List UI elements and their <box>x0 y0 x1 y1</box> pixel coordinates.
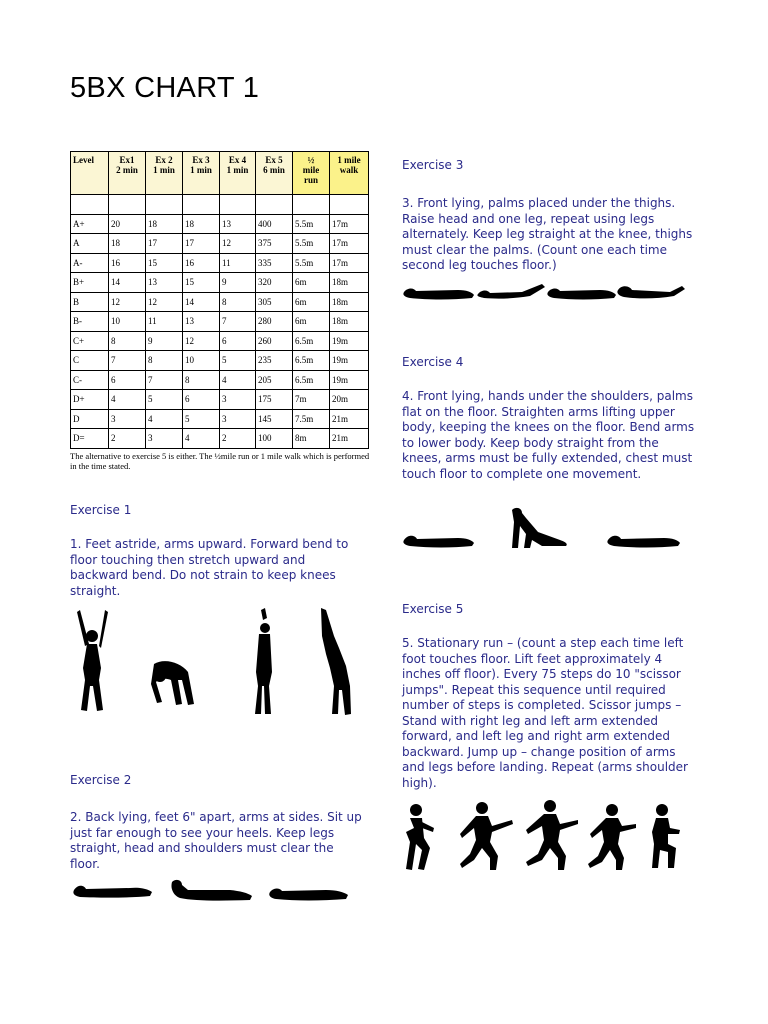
cell-ex3: 4 <box>183 429 220 449</box>
cell-level: B- <box>71 312 109 332</box>
cell-ex1: 6 <box>109 370 146 390</box>
header-level: Level <box>71 152 109 195</box>
cell-ex2: 12 <box>146 292 183 312</box>
cell-ex1: 4 <box>109 390 146 410</box>
cell-ex2: 13 <box>146 273 183 293</box>
cell-ex1: 8 <box>109 331 146 351</box>
cell-ex2: 9 <box>146 331 183 351</box>
header-ex3: Ex 3 1 min <box>183 152 220 195</box>
cell-ex2: 8 <box>146 351 183 371</box>
figure-upright-stretch <box>255 608 272 714</box>
cell-one-mile-walk: 18m <box>330 292 369 312</box>
cell-level: B+ <box>71 273 109 293</box>
table-row <box>71 292 369 312</box>
exercise-1-heading: Exercise 1 <box>70 503 132 517</box>
cell-half-mile-run: 6.5m <box>293 331 330 351</box>
cell-one-mile-walk: 17m <box>330 253 369 273</box>
table-header-row <box>71 152 369 195</box>
header-one-mile-walk: 1 mile walk <box>330 152 369 195</box>
cell-ex4: 5 <box>220 351 256 371</box>
cell-one-mile-walk: 21m <box>330 429 369 449</box>
cell-ex4: 3 <box>220 409 256 429</box>
table-row <box>71 331 369 351</box>
cell-ex1: 18 <box>109 234 146 254</box>
cell-ex5: 305 <box>256 292 293 312</box>
cell-ex1: 3 <box>109 409 146 429</box>
cell-ex5: 175 <box>256 390 293 410</box>
cell-ex4: 11 <box>220 253 256 273</box>
cell-ex5: 145 <box>256 409 293 429</box>
cell-level: D <box>71 409 109 429</box>
cell-ex4: 13 <box>220 214 256 234</box>
cell-ex5: 260 <box>256 331 293 351</box>
figure-pushup-down-1 <box>403 536 474 548</box>
exercise-2-figures <box>70 876 360 906</box>
cell-ex3: 10 <box>183 351 220 371</box>
cell-ex4: 7 <box>220 312 256 332</box>
cell-level: C <box>71 351 109 371</box>
cell-ex1: 20 <box>109 214 146 234</box>
table-body <box>71 195 369 449</box>
figure-back-lying-3 <box>269 889 348 901</box>
table-row <box>71 234 369 254</box>
table-row <box>71 429 369 449</box>
cell-level: A <box>71 234 109 254</box>
cell-ex4: 3 <box>220 390 256 410</box>
table-row <box>71 273 369 293</box>
table-row <box>71 312 369 332</box>
figure-forward-bend <box>151 661 194 705</box>
cell-half-mile-run: 5.5m <box>293 214 330 234</box>
figure-front-lying-head-raise <box>617 286 685 298</box>
header-ex4: Ex 4 1 min <box>220 152 256 195</box>
header-ex1: Ex1 2 min <box>109 152 146 195</box>
figure-running-1 <box>406 804 434 870</box>
exercise-1-text: 1. Feet astride, arms upward. Forward bend to floor touching then stretch upward and backward bend. Do not strain to keep knees straight. <box>70 537 349 598</box>
exercise-1-figures <box>68 606 368 721</box>
cell-ex2: 3 <box>146 429 183 449</box>
cell-ex1: 10 <box>109 312 146 332</box>
cell-half-mile-run: 7m <box>293 390 330 410</box>
cell-ex4: 9 <box>220 273 256 293</box>
cell-half-mile-run: 5.5m <box>293 253 330 273</box>
exercise-5-figures <box>400 798 690 874</box>
cell-ex4: 8 <box>220 292 256 312</box>
cell-ex5: 205 <box>256 370 293 390</box>
cell-ex2: 11 <box>146 312 183 332</box>
cell-half-mile-run: 6.5m <box>293 351 330 371</box>
figure-running-2 <box>652 804 680 868</box>
cell-level: B <box>71 292 109 312</box>
figure-front-lying-2 <box>547 289 616 300</box>
cell-ex4: 2 <box>220 429 256 449</box>
cell-one-mile-walk: 17m <box>330 234 369 254</box>
cell-ex3: 8 <box>183 370 220 390</box>
figure-scissor-1 <box>460 802 513 870</box>
cell-ex3: 17 <box>183 234 220 254</box>
cell-ex4: 6 <box>220 331 256 351</box>
cell-one-mile-walk: 20m <box>330 390 369 410</box>
cell-ex4: 12 <box>220 234 256 254</box>
cell-ex5: 375 <box>256 234 293 254</box>
cell-ex4: 4 <box>220 370 256 390</box>
figure-front-lying-leg-raise <box>477 284 545 299</box>
cell-ex5: 100 <box>256 429 293 449</box>
header-ex2: Ex 2 1 min <box>146 152 183 195</box>
table-row <box>71 409 369 429</box>
exercise-4-text: 4. Front lying, hands under the shoulders, palms flat on the floor. Straighten arms lifting upper body, keeping the knees on the floor. Bend arms to lower body. Keep body straight from the knees, arms must be fully extended, chest must touch floor to complete one movement. <box>402 389 695 481</box>
exercise-3-text: 3. Front lying, palms placed under the thighs. Raise head and one leg, repeat using legs alternately. Keep leg straight at the knee, thighs must clear the palms. (Count one each time second leg touches floor.) <box>402 196 693 272</box>
cell-level: C- <box>71 370 109 390</box>
cell-ex3: 15 <box>183 273 220 293</box>
cell-one-mile-walk: 21m <box>330 409 369 429</box>
cell-ex5: 235 <box>256 351 293 371</box>
cell-ex5: 320 <box>256 273 293 293</box>
cell-ex2: 7 <box>146 370 183 390</box>
figure-arms-up <box>77 610 108 711</box>
cell-ex3: 6 <box>183 390 220 410</box>
cell-half-mile-run: 6m <box>293 292 330 312</box>
figure-back-lying-1 <box>73 886 152 898</box>
table-spacer-row <box>71 195 369 215</box>
exercise-3-illustration <box>402 280 692 304</box>
table-row <box>71 370 369 390</box>
cell-half-mile-run: 7.5m <box>293 409 330 429</box>
cell-ex5: 335 <box>256 253 293 273</box>
exercise-5-text: 5. Stationary run – (count a step each time left foot touches floor. Lift feet approximately 4 inches off floor). Every 75 steps do 10 "scissor jumps". Repeat this sequence until required number of steps is completed. Scissor jumps – Stand with right leg and left arm extended forward, and left leg and right arm extended backward. Jump up – change position of arms and legs before landing. Repeat (arms shoulder high). <box>402 636 688 790</box>
cell-ex5: 280 <box>256 312 293 332</box>
exercise-5-heading: Exercise 5 <box>402 602 464 616</box>
cell-half-mile-run: 8m <box>293 429 330 449</box>
figure-scissor-3 <box>588 804 636 870</box>
cell-one-mile-walk: 18m <box>330 312 369 332</box>
level-table <box>70 151 369 449</box>
cell-level: A+ <box>71 214 109 234</box>
cell-ex2: 17 <box>146 234 183 254</box>
cell-ex3: 5 <box>183 409 220 429</box>
exercise-2-heading: Exercise 2 <box>70 773 132 787</box>
figure-pushup-down-2 <box>607 536 680 548</box>
cell-level: D+ <box>71 390 109 410</box>
cell-one-mile-walk: 19m <box>330 370 369 390</box>
exercise-1-illustration <box>68 606 368 721</box>
table-row <box>71 253 369 273</box>
cell-one-mile-walk: 19m <box>330 331 369 351</box>
table-row <box>71 390 369 410</box>
exercise-2-text: 2. Back lying, feet 6" apart, arms at sides. Sit up just far enough to see your heels. Keep legs straight, head and shoulders must clear the floor. <box>70 810 362 871</box>
table-row <box>71 351 369 371</box>
figure-scissor-2 <box>526 800 578 870</box>
cell-half-mile-run: 5.5m <box>293 234 330 254</box>
figure-pushup-up <box>512 508 567 548</box>
cell-ex1: 2 <box>109 429 146 449</box>
cell-ex2: 4 <box>146 409 183 429</box>
exercise-4-figures <box>402 504 692 552</box>
cell-ex2: 15 <box>146 253 183 273</box>
table-row <box>71 214 369 234</box>
level-chart <box>70 151 368 471</box>
cell-ex2: 18 <box>146 214 183 234</box>
cell-level: A- <box>71 253 109 273</box>
cell-ex5: 400 <box>256 214 293 234</box>
exercise-4-illustration <box>402 504 692 552</box>
cell-ex1: 14 <box>109 273 146 293</box>
cell-ex2: 5 <box>146 390 183 410</box>
cell-ex1: 12 <box>109 292 146 312</box>
cell-half-mile-run: 6m <box>293 312 330 332</box>
cell-ex1: 7 <box>109 351 146 371</box>
exercise-3-heading: Exercise 3 <box>402 158 464 172</box>
figure-back-lying-2 <box>171 880 252 901</box>
header-ex5: Ex 5 6 min <box>256 152 293 195</box>
table-note: The alternative to exercise 5 is either. The ½mile run or 1 mile walk which is performed in the time stated. <box>70 450 370 471</box>
cell-level: D= <box>71 429 109 449</box>
cell-ex3: 18 <box>183 214 220 234</box>
figure-backward-bend <box>321 608 351 715</box>
exercise-4-heading: Exercise 4 <box>402 355 464 369</box>
cell-one-mile-walk: 18m <box>330 273 369 293</box>
cell-ex3: 12 <box>183 331 220 351</box>
figure-front-lying-1 <box>403 289 474 300</box>
exercise-3-figures <box>402 280 692 304</box>
cell-one-mile-walk: 19m <box>330 351 369 371</box>
cell-half-mile-run: 6m <box>293 273 330 293</box>
cell-ex3: 13 <box>183 312 220 332</box>
exercise-5-illustration <box>400 798 690 874</box>
cell-one-mile-walk: 17m <box>330 214 369 234</box>
cell-ex3: 14 <box>183 292 220 312</box>
exercise-2-illustration <box>70 876 360 906</box>
cell-ex1: 16 <box>109 253 146 273</box>
header-half-mile-run: ½ mile run <box>293 152 330 195</box>
cell-half-mile-run: 6.5m <box>293 370 330 390</box>
cell-level: C+ <box>71 331 109 351</box>
cell-ex3: 16 <box>183 253 220 273</box>
page-title: 5BX CHART 1 <box>70 72 260 104</box>
